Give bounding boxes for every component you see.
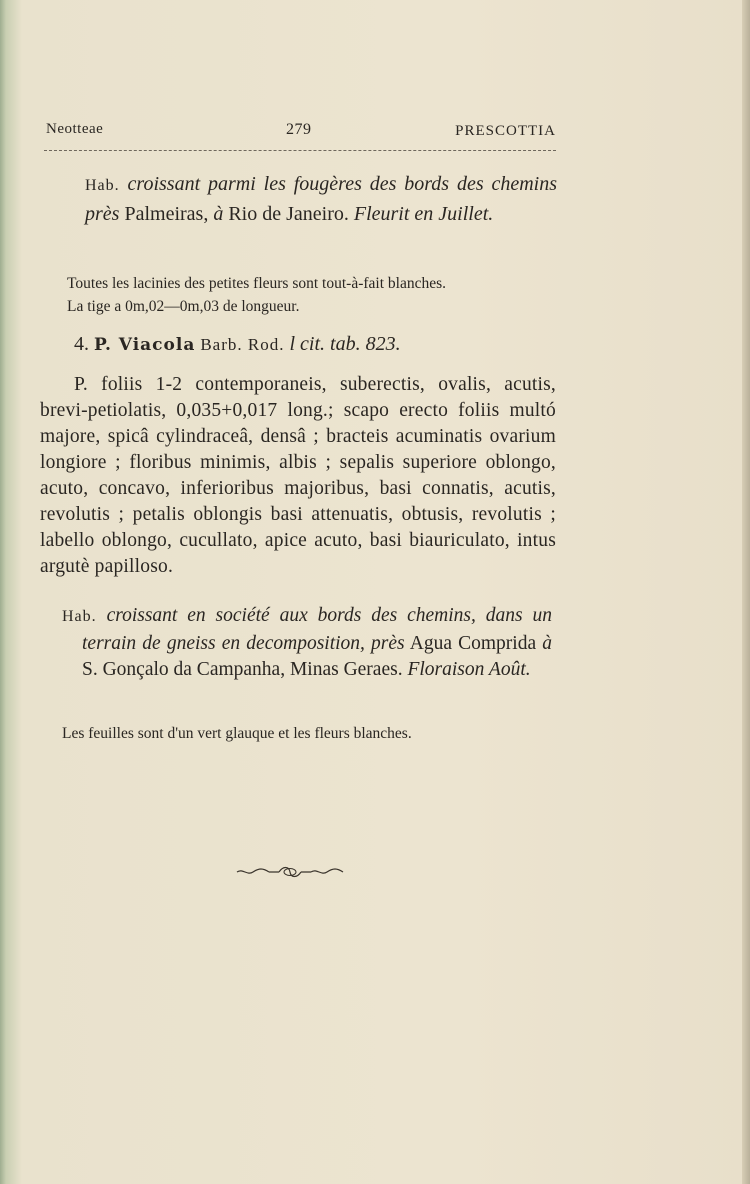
ornament-divider-icon (235, 862, 345, 882)
habitat-text-italic: croissant parmi les fougères des bords des chemins près (85, 173, 558, 225)
habitat-place: Agua Comprida (409, 632, 537, 654)
habitat-paragraph-1 (85, 170, 557, 228)
species-reference: l cit. tab. 823. (289, 333, 401, 355)
habitat-city: Rio de Janeiro. (228, 203, 349, 225)
page-number: 279 (286, 121, 312, 138)
habitat-text-italic: croissant en société aux bords des chemins, dans un terrain de gneiss en decomposition, près (82, 605, 553, 654)
habitat-preposition: à (213, 203, 224, 225)
habitat-flowering: Fleurit en Juillet. (353, 203, 494, 225)
note-paragraph-2: Les feuilles sont d'un vert glauque et les fleurs blanches. (62, 725, 412, 742)
habitat-flowering: Floraison Août. (407, 659, 531, 680)
note-paragraph-1 (67, 272, 557, 318)
habitat-preposition: à (542, 632, 553, 654)
running-header (46, 118, 556, 142)
habitat-paragraph-2 (62, 603, 552, 684)
species-name: P. Viacola (94, 335, 196, 355)
latin-description: P. foliis 1-2 contemporaneis, suberectis, ovalis, acutis, brevi-petiolatis, 0,035+0,017 long.; scapo erecto foliis multó majore, spicâ cylindraceâ, densâ ; bracteis acuminatis ovarium longiore ; floribus minimis, albis ; sepalis superiore oblongo, acuto, concavo, inferioribus majoribus, basi connatis, acutis, revolutis ; petalis oblongis basi attenuatis, obtusis, revolutis ; labello oblongo, cucullato, apice acuto, basi biauriculato, intus argutè papilloso. (40, 374, 556, 577)
species-number: 4. (74, 333, 89, 355)
header-genus: PRESCOTTIA (455, 123, 556, 139)
habitat-place: Palmeiras, (124, 203, 209, 225)
habitat-region: S. Gonçalo da Campanha, Minas Geraes. (82, 659, 403, 680)
header-section: Neotteae (46, 121, 104, 137)
note-line-1: Toutes les lacinies des petites fleurs sont tout-à-fait blanches. (67, 275, 446, 292)
species-heading (74, 330, 554, 359)
species-author: Barb. Rod. (200, 335, 285, 354)
page-edge (742, 0, 750, 1184)
header-rule (44, 150, 556, 154)
note-line-2: La tige a 0m,02—0m,03 de longueur. (67, 298, 300, 315)
habitat-label: Hab. (62, 608, 97, 625)
habitat-label: Hab. (85, 177, 120, 194)
